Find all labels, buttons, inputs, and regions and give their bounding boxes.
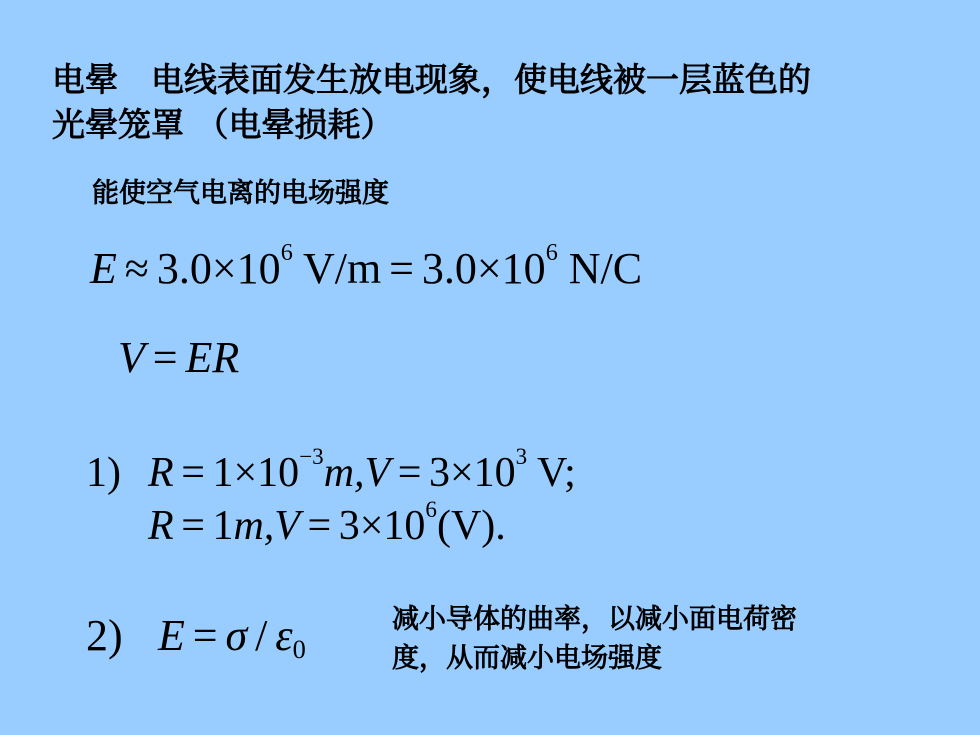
radius-value: 1	[212, 503, 234, 549]
equals-sign: =	[181, 450, 205, 496]
unit-m: m	[233, 503, 264, 549]
symbol-V: V	[274, 503, 300, 549]
symbol-E: E	[90, 244, 117, 293]
equals-sign: =	[389, 244, 414, 293]
case-1-line-2	[148, 496, 506, 549]
voltage-exponent: 6	[425, 496, 437, 523]
voltage-unit: (V).	[436, 503, 506, 549]
symbol-V: V	[118, 333, 145, 382]
case-2-formula	[158, 611, 306, 664]
case-2-note-line-1: 减小导体的曲率，以减小面电荷密	[392, 604, 797, 635]
voltage-exponent: 3	[515, 443, 528, 470]
voltage-value: 3×10	[428, 450, 516, 496]
equals-sign: =	[181, 503, 205, 549]
value-1: 3.0×10	[156, 244, 281, 293]
equals-sign: =	[397, 450, 422, 496]
heading-line-1: 电晕 电线表面发生放电现象，使电线被一层蓝色的	[52, 60, 811, 99]
heading-line-2: 光晕笼罩 （电晕损耗）	[52, 105, 394, 144]
epsilon-subscript: 0	[292, 633, 306, 664]
symbol-V: V	[364, 450, 391, 496]
symbol-ER: ER	[185, 333, 240, 382]
approx-sign: ≈	[124, 244, 149, 293]
exponent-1: 6	[280, 239, 293, 267]
unit-1: V/m	[292, 244, 382, 293]
comma: ,	[263, 503, 275, 549]
case-1-number: 1)	[86, 450, 121, 496]
equals-sign: =	[307, 503, 332, 549]
radius-exponent: −3	[299, 443, 324, 470]
equals-sign: =	[152, 333, 178, 382]
field-strength-formula	[90, 239, 643, 293]
field-strength-label: 能使空气电离的电场强度	[92, 178, 389, 209]
case-1-line-1	[148, 443, 576, 496]
unit-m: m	[323, 450, 355, 496]
voltage-unit: V;	[527, 450, 576, 496]
voltage-formula	[118, 333, 240, 382]
exponent-2: 6	[545, 239, 558, 267]
case-2-number: 2)	[86, 611, 123, 660]
symbol-sigma: σ	[225, 611, 248, 660]
case-2-note-line-2: 度，从而减小电场强度	[392, 643, 662, 674]
symbol-R: R	[148, 503, 174, 549]
comma: ,	[354, 450, 365, 496]
symbol-E: E	[158, 611, 185, 660]
symbol-epsilon: ε	[275, 611, 293, 660]
equals-sign: =	[192, 611, 218, 660]
voltage-value: 3×10	[338, 503, 426, 549]
unit-2: N/C	[557, 244, 643, 293]
symbol-R: R	[148, 450, 174, 496]
radius-value: 1×10	[212, 450, 300, 496]
value-2: 3.0×10	[421, 244, 546, 293]
slash: /	[255, 611, 268, 660]
